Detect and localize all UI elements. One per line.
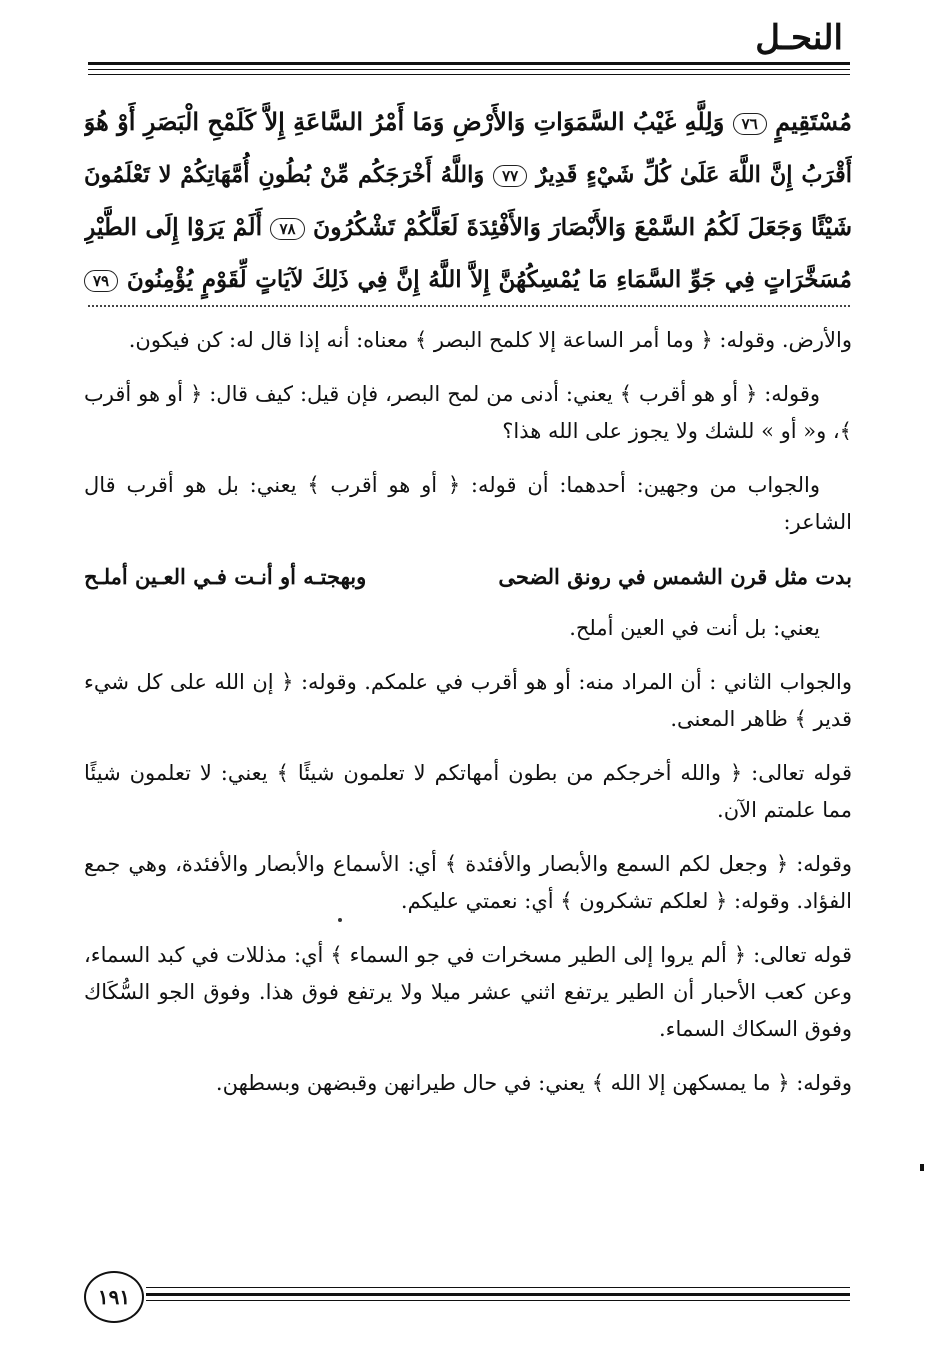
footer-rule-thin [146, 1287, 850, 1288]
quran-verses [84, 96, 852, 306]
commentary-paragraph: وقوله: ﴿ أو هو أقرب ﴾ يعني: أدنى من لمح البصر، فإن قيل: كيف قال: ﴿ أو هو أقرب ﴾، و« أو » للشك ولا يجوز على الله هذا؟ [84, 382, 852, 443]
commentary-paragraph: قوله تعالى: ﴿ والله أخرجكم من بطون أمهاتكم لا تعلمون شيئًا ﴾ يعني: لا تعلمون شيئًا مما علمتم الآن. [84, 761, 852, 822]
header-rule-thin-2 [88, 74, 850, 75]
commentary-paragraph: والجواب من وجهين: أحدهما: أن قوله: ﴿ أو هو أقرب ﴾ يعني: بل هو أقرب قال الشاعر: [84, 473, 852, 534]
surah-title: النحـل [755, 18, 843, 58]
commentary-paragraph: وقوله: ﴿ وجعل لكم السمع والأبصار والأفئدة ﴾ أي: الأسماع والأبصار والأفئدة، وهي جمع الفؤاد. وقوله: ﴿ لعلكم تشكرون ﴾ أي: نعمتي عليكم. [84, 852, 852, 913]
verse-text: أَقْرَبُ إِنَّ اللَّهَ عَلَىٰ كُلِّ شَيْءٍ قَدِيرٌ [536, 161, 852, 188]
verses-separator [88, 305, 850, 307]
commentary-paragraph: والجواب الثاني : أن المراد منه: أو هو أقرب في علمكم. وقوله: ﴿ إن الله على كل شيء قدير ﴾ ظاهر المعنى. [84, 670, 852, 731]
ayah-number-mark: ٧٨ [270, 218, 304, 240]
stray-dot [338, 918, 342, 922]
commentary-paragraph: والأرض. وقوله: ﴿ وما أمر الساعة إلا كلمح البصر ﴾ معناه: أنه إذا قال له: كن فيكون. [128, 328, 852, 352]
footer-rule-thick [146, 1293, 850, 1296]
verse-line [84, 254, 852, 307]
poem-verse [84, 558, 852, 595]
margin-mark [920, 1164, 924, 1171]
verse-line [84, 96, 852, 149]
header-rule-thin [88, 69, 850, 70]
commentary-paragraph: يعني: بل أنت في العين أملح. [569, 616, 820, 640]
verse-text: مُسَخَّرَاتٍ فِي جَوِّ السَّمَاءِ مَا يُمْسِكُهُنَّ إِلاَّ اللَّهُ إِنَّ فِي ذَلِكَ لآيَاتٍ لِّقَوْمٍ يُؤْمِنُونَ [126, 265, 852, 293]
verse-line [84, 201, 852, 254]
verse-text: أَلَمْ يَرَوْا إِلَى الطَّيْرِ [84, 213, 263, 241]
verse-text: وَلِلَّهِ غَيْبُ السَّمَوَاتِ وَالأَرْضِ وَمَا أَمْرُ السَّاعَةِ إِلاَّ كَلَمْحِ الْبَصَرِ أَوْ هُوَ [84, 107, 725, 136]
verse-text: مُسْتَقِيمٍ [775, 107, 852, 136]
ayah-number-mark: ٧٧ [493, 165, 527, 187]
ayah-number-mark: ٧٦ [733, 113, 767, 135]
header-rule-thick [88, 62, 850, 65]
commentary-paragraph: قوله تعالى: ﴿ ألم يروا إلى الطير مسخرات في جو السماء ﴾ أي: مذللات في كبد السماء، وعن كعب الأحبار أن الطير يرتفع اثني عشر ميلا ولا يرتفع فوق هذا. وفوق الجو السُّكَاك وفوق السكاك السماء. [84, 943, 852, 1041]
verse-line [84, 149, 852, 202]
poem-second-hemistich: وبهجتـه أو أنـت فـي العـين أملـح [84, 564, 367, 589]
verse-text: شَيْئًا وَجَعَلَ لَكُمُ السَّمْعَ وَالأَبْصَارَ وَالأَفْئِدَةَ لَعَلَّكُمْ تَشْكُرُونَ [312, 213, 852, 241]
verse-text: وَاللَّهُ أَخْرَجَكُم مِّنْ بُطُونِ أُمَّهَاتِكُمْ لا تَعْلَمُونَ [84, 161, 485, 188]
footer-rule-thin-2 [146, 1300, 850, 1301]
ayah-number-mark: ٧٩ [84, 270, 118, 292]
poem-first-hemistich: بدت مثل قرن الشمس في رونق الضحى [498, 564, 852, 589]
page-number: ١٩١ [84, 1271, 144, 1323]
commentary [84, 322, 852, 1119]
commentary-paragraph: وقوله: ﴿ ما يمسكهن إلا الله ﴾ يعني: في حال طيرانهن وقبضهن وبسطهن. [215, 1071, 852, 1095]
